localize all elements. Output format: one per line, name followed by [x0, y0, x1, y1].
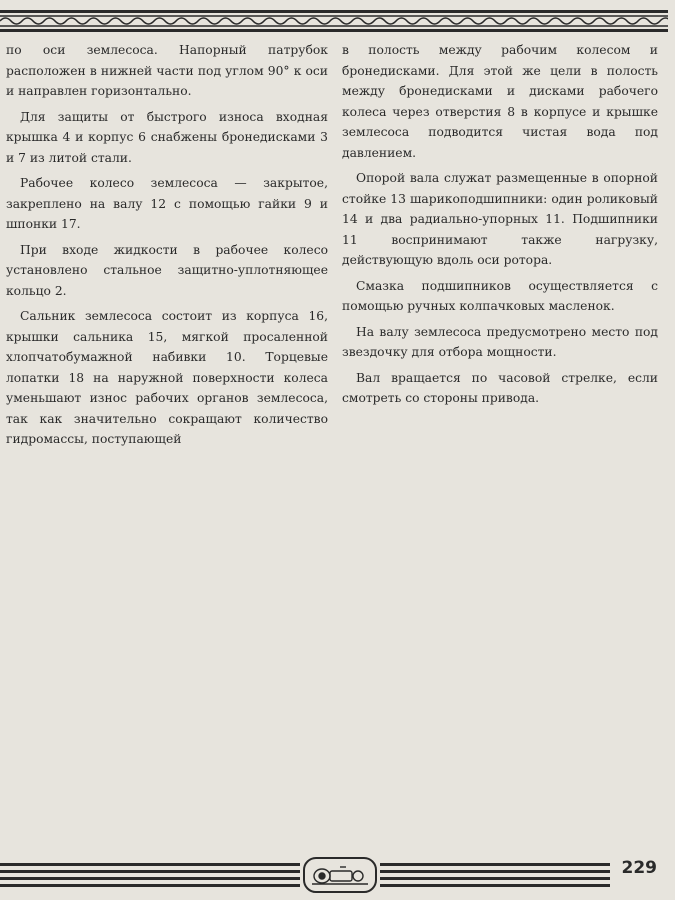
paragraph: Для защиты от быстрого износа входная крышка 4 и корпус 6 снабжены бронедисками 3 и 7 из литой стали.: [6, 109, 328, 165]
wave-ornament-line: [0, 18, 668, 24]
paragraph: Сальник землесоса состоит из корпуса 16, крышки сальника 15, мягкой просаленной хлопчатобумажной набивки 10. Торцевые лопатки 18 на наружной поверхности колеса уменьшают износ рабочих органов землесоса, так как значительно сокращают количество гидромассы, поступающей: [6, 309, 328, 446]
paragraph: в полость между рабочим колесом и бронедисками. Для этой же цели в полость между бронедисками и дисками рабочего колеса через отверстия 8 в корпусе и крышке землесоса подводится чистая вода под давлением.: [342, 43, 658, 160]
bottom-ornament-border: [0, 855, 610, 895]
paragraph: Вал вращается по часовой стрелке, если смотреть со стороны привода.: [342, 370, 658, 405]
paragraph: по оси землесоса. Напорный патрубок расположен в нижней части под углом 90° к оси и направлен горизонтально.: [6, 43, 328, 98]
paragraph: Опорой вала служат размещенные в опорной стойке 13 шарикоподшипники: один роликовый 14 и два радиально-упорных 11. Подшипники 11 воспринимают также нагрузку, действующую вдоль оси ротора.: [342, 171, 658, 267]
two-column-text: [0, 40, 675, 446]
top-ornament-border: [0, 10, 668, 32]
paragraph: На валу землесоса предусмотрено место под звездочку для отбора мощности.: [342, 324, 658, 359]
page-number: 229: [621, 858, 657, 878]
paragraph: При входе жидкости в рабочее колесо установлено стальное защитно-уплотняющее кольцо 2.: [6, 242, 328, 298]
right-column: [342, 40, 658, 414]
paragraph: Рабочее колесо землесоса — закрытое, закреплено на валу 12 с помощью гайки 9 и шпонки 17.: [6, 176, 328, 231]
left-column: [6, 40, 328, 455]
paragraph: Смазка подшипников осуществляется с помощью ручных колпачковых масленок.: [342, 278, 658, 313]
